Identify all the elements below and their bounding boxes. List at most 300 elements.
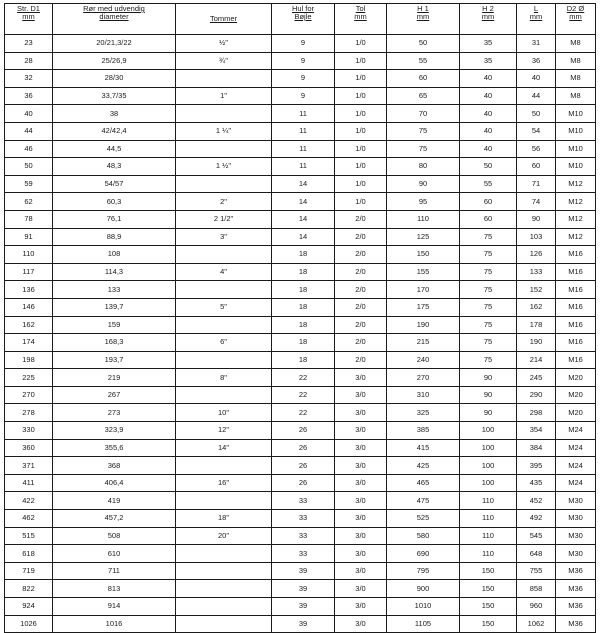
cell-hole: 33: [272, 545, 335, 563]
cell-l: 960: [517, 598, 556, 616]
cell-d2: M12: [556, 228, 596, 246]
cell-l: 755: [517, 562, 556, 580]
cell-h1: 60: [387, 70, 460, 88]
cell-hole: 22: [272, 404, 335, 422]
cell-h2: 40: [460, 87, 517, 105]
cell-inches: 1": [176, 87, 272, 105]
cell-h2: 75: [460, 334, 517, 352]
cell-h1: 795: [387, 562, 460, 580]
cell-str-d1: 371: [5, 457, 53, 475]
cell-inches: [176, 545, 272, 563]
cell-h2: 75: [460, 316, 517, 334]
table-row: [5, 562, 596, 580]
cell-l: 74: [517, 193, 556, 211]
cell-str-d1: 330: [5, 422, 53, 440]
cell-h1: 310: [387, 386, 460, 404]
cell-pipe-diameter: 368: [53, 457, 176, 475]
cell-tol: 2/0: [335, 316, 387, 334]
cell-hole: 22: [272, 386, 335, 404]
table-row: [5, 510, 596, 528]
table-row: [5, 210, 596, 228]
cell-h2: 110: [460, 527, 517, 545]
cell-tol: 3/0: [335, 404, 387, 422]
cell-str-d1: 411: [5, 474, 53, 492]
table-row: [5, 386, 596, 404]
cell-pipe-diameter: 33,7/35: [53, 87, 176, 105]
cell-h1: 415: [387, 439, 460, 457]
cell-h2: 150: [460, 580, 517, 598]
cell-pipe-diameter: 457,2: [53, 510, 176, 528]
cell-tol: 1/0: [335, 105, 387, 123]
cell-tol: 3/0: [335, 386, 387, 404]
cell-pipe-diameter: 406,4: [53, 474, 176, 492]
cell-inches: [176, 598, 272, 616]
cell-l: 648: [517, 545, 556, 563]
cell-tol: 2/0: [335, 263, 387, 281]
cell-pipe-diameter: 20/21,3/22: [53, 35, 176, 53]
cell-h2: 75: [460, 281, 517, 299]
dimension-table-container: [4, 3, 595, 633]
cell-tol: 3/0: [335, 474, 387, 492]
cell-h1: 75: [387, 140, 460, 158]
cell-hole: 11: [272, 122, 335, 140]
cell-d2: M36: [556, 598, 596, 616]
cell-pipe-diameter: 108: [53, 246, 176, 264]
table-row: [5, 246, 596, 264]
cell-str-d1: 59: [5, 175, 53, 193]
cell-inches: 10": [176, 404, 272, 422]
table-row: [5, 369, 596, 387]
cell-str-d1: 924: [5, 598, 53, 616]
cell-l: 214: [517, 351, 556, 369]
header-d2: D2 Ø mm: [556, 4, 596, 35]
cell-hole: 39: [272, 598, 335, 616]
cell-inches: 5": [176, 298, 272, 316]
cell-inches: [176, 281, 272, 299]
cell-str-d1: 78: [5, 210, 53, 228]
cell-inches: [176, 351, 272, 369]
cell-h2: 100: [460, 439, 517, 457]
header-h1: H 1 mm: [387, 4, 460, 35]
cell-pipe-diameter: 267: [53, 386, 176, 404]
cell-inches: 18": [176, 510, 272, 528]
cell-h2: 90: [460, 386, 517, 404]
cell-h2: 40: [460, 140, 517, 158]
cell-inches: 3": [176, 228, 272, 246]
cell-l: 152: [517, 281, 556, 299]
cell-pipe-diameter: 159: [53, 316, 176, 334]
cell-pipe-diameter: 76,1: [53, 210, 176, 228]
cell-pipe-diameter: 25/26,9: [53, 52, 176, 70]
cell-hole: 39: [272, 580, 335, 598]
cell-l: 452: [517, 492, 556, 510]
cell-h1: 270: [387, 369, 460, 387]
cell-str-d1: 618: [5, 545, 53, 563]
cell-str-d1: 62: [5, 193, 53, 211]
cell-h2: 100: [460, 474, 517, 492]
table-row: [5, 457, 596, 475]
cell-d2: M30: [556, 492, 596, 510]
cell-pipe-diameter: 323,9: [53, 422, 176, 440]
cell-inches: [176, 140, 272, 158]
cell-str-d1: 198: [5, 351, 53, 369]
cell-str-d1: 28: [5, 52, 53, 70]
cell-h1: 580: [387, 527, 460, 545]
cell-str-d1: 146: [5, 298, 53, 316]
table-row: [5, 263, 596, 281]
cell-d2: M36: [556, 615, 596, 633]
cell-h1: 95: [387, 193, 460, 211]
cell-d2: M16: [556, 246, 596, 264]
cell-tol: 1/0: [335, 70, 387, 88]
cell-h1: 110: [387, 210, 460, 228]
cell-tol: 1/0: [335, 35, 387, 53]
table-row: [5, 334, 596, 352]
cell-pipe-diameter: 1016: [53, 615, 176, 633]
cell-hole: 26: [272, 422, 335, 440]
table-row: [5, 404, 596, 422]
table-row: [5, 35, 596, 53]
cell-str-d1: 50: [5, 158, 53, 176]
cell-h1: 215: [387, 334, 460, 352]
cell-h2: 75: [460, 351, 517, 369]
cell-tol: 1/0: [335, 122, 387, 140]
cell-d2: M8: [556, 70, 596, 88]
cell-str-d1: 822: [5, 580, 53, 598]
cell-h2: 75: [460, 298, 517, 316]
cell-str-d1: 719: [5, 562, 53, 580]
cell-h2: 100: [460, 457, 517, 475]
cell-tol: 2/0: [335, 298, 387, 316]
table-row: [5, 598, 596, 616]
cell-d2: M16: [556, 316, 596, 334]
cell-l: 103: [517, 228, 556, 246]
cell-hole: 9: [272, 87, 335, 105]
cell-pipe-diameter: 273: [53, 404, 176, 422]
cell-tol: 3/0: [335, 615, 387, 633]
cell-l: 395: [517, 457, 556, 475]
cell-tol: 2/0: [335, 228, 387, 246]
cell-h1: 690: [387, 545, 460, 563]
cell-hole: 11: [272, 140, 335, 158]
cell-pipe-diameter: 813: [53, 580, 176, 598]
cell-hole: 9: [272, 70, 335, 88]
cell-tol: 1/0: [335, 140, 387, 158]
cell-h2: 90: [460, 404, 517, 422]
cell-l: 178: [517, 316, 556, 334]
cell-pipe-diameter: 610: [53, 545, 176, 563]
cell-l: 60: [517, 158, 556, 176]
table-row: [5, 193, 596, 211]
cell-inches: 12": [176, 422, 272, 440]
cell-d2: M10: [556, 140, 596, 158]
cell-h1: 325: [387, 404, 460, 422]
cell-h1: 525: [387, 510, 460, 528]
cell-tol: 1/0: [335, 52, 387, 70]
header-tol: Tol mm: [335, 4, 387, 35]
cell-l: 36: [517, 52, 556, 70]
header-str-d1: Str. D1 mm: [5, 4, 53, 35]
table-row: [5, 281, 596, 299]
cell-pipe-diameter: 508: [53, 527, 176, 545]
header-h2: H 2 mm: [460, 4, 517, 35]
cell-str-d1: 174: [5, 334, 53, 352]
cell-h1: 1105: [387, 615, 460, 633]
cell-tol: 1/0: [335, 87, 387, 105]
cell-hole: 18: [272, 298, 335, 316]
cell-l: 858: [517, 580, 556, 598]
cell-hole: 22: [272, 369, 335, 387]
cell-tol: 3/0: [335, 527, 387, 545]
cell-h2: 90: [460, 369, 517, 387]
cell-d2: M30: [556, 510, 596, 528]
cell-h2: 55: [460, 175, 517, 193]
cell-hole: 14: [272, 210, 335, 228]
cell-inches: [176, 562, 272, 580]
cell-d2: M24: [556, 474, 596, 492]
cell-hole: 33: [272, 510, 335, 528]
cell-str-d1: 462: [5, 510, 53, 528]
cell-d2: M8: [556, 35, 596, 53]
table-row: [5, 52, 596, 70]
cell-d2: M16: [556, 351, 596, 369]
cell-pipe-diameter: 139,7: [53, 298, 176, 316]
cell-tol: 3/0: [335, 580, 387, 598]
cell-h2: 110: [460, 510, 517, 528]
cell-d2: M30: [556, 545, 596, 563]
cell-str-d1: 422: [5, 492, 53, 510]
cell-h1: 50: [387, 35, 460, 53]
cell-tol: 3/0: [335, 422, 387, 440]
cell-inches: [176, 492, 272, 510]
cell-hole: 18: [272, 351, 335, 369]
cell-hole: 14: [272, 228, 335, 246]
cell-inches: 1 ½": [176, 158, 272, 176]
cell-inches: ½": [176, 35, 272, 53]
cell-hole: 18: [272, 316, 335, 334]
cell-d2: M10: [556, 122, 596, 140]
table-row: [5, 228, 596, 246]
cell-hole: 39: [272, 615, 335, 633]
cell-str-d1: 360: [5, 439, 53, 457]
cell-h2: 75: [460, 263, 517, 281]
table-row: [5, 175, 596, 193]
cell-str-d1: 23: [5, 35, 53, 53]
cell-l: 290: [517, 386, 556, 404]
cell-h1: 475: [387, 492, 460, 510]
cell-str-d1: 46: [5, 140, 53, 158]
table-row: [5, 545, 596, 563]
cell-h1: 240: [387, 351, 460, 369]
table-row: [5, 492, 596, 510]
cell-h2: 40: [460, 122, 517, 140]
cell-pipe-diameter: 54/57: [53, 175, 176, 193]
cell-inches: [176, 386, 272, 404]
cell-inches: [176, 70, 272, 88]
cell-hole: 11: [272, 158, 335, 176]
cell-h1: 90: [387, 175, 460, 193]
cell-h1: 190: [387, 316, 460, 334]
cell-d2: M36: [556, 580, 596, 598]
cell-l: 492: [517, 510, 556, 528]
cell-l: 190: [517, 334, 556, 352]
cell-h1: 125: [387, 228, 460, 246]
cell-tol: 1/0: [335, 193, 387, 211]
cell-d2: M12: [556, 175, 596, 193]
cell-str-d1: 32: [5, 70, 53, 88]
cell-h1: 70: [387, 105, 460, 123]
cell-pipe-diameter: 355,6: [53, 439, 176, 457]
cell-h2: 40: [460, 70, 517, 88]
cell-d2: M16: [556, 298, 596, 316]
cell-d2: M12: [556, 210, 596, 228]
cell-hole: 9: [272, 52, 335, 70]
dimension-table: [4, 3, 596, 633]
cell-str-d1: 91: [5, 228, 53, 246]
cell-inches: 1 ¼": [176, 122, 272, 140]
cell-tol: 3/0: [335, 562, 387, 580]
cell-str-d1: 36: [5, 87, 53, 105]
cell-pipe-diameter: 711: [53, 562, 176, 580]
cell-l: 126: [517, 246, 556, 264]
cell-pipe-diameter: 60,3: [53, 193, 176, 211]
cell-l: 50: [517, 105, 556, 123]
cell-hole: 18: [272, 334, 335, 352]
cell-h2: 60: [460, 193, 517, 211]
cell-h1: 1010: [387, 598, 460, 616]
cell-l: 56: [517, 140, 556, 158]
cell-d2: M30: [556, 527, 596, 545]
header-l: L mm: [517, 4, 556, 35]
cell-hole: 39: [272, 562, 335, 580]
table-row: [5, 122, 596, 140]
cell-inches: 2": [176, 193, 272, 211]
cell-tol: 2/0: [335, 210, 387, 228]
cell-inches: [176, 175, 272, 193]
cell-l: 71: [517, 175, 556, 193]
cell-tol: 3/0: [335, 492, 387, 510]
cell-tol: 2/0: [335, 334, 387, 352]
cell-str-d1: 44: [5, 122, 53, 140]
cell-pipe-diameter: 133: [53, 281, 176, 299]
cell-d2: M8: [556, 87, 596, 105]
cell-l: 245: [517, 369, 556, 387]
cell-tol: 3/0: [335, 545, 387, 563]
cell-d2: M24: [556, 457, 596, 475]
cell-l: 133: [517, 263, 556, 281]
cell-hole: 14: [272, 193, 335, 211]
cell-h1: 170: [387, 281, 460, 299]
cell-h2: 75: [460, 246, 517, 264]
table-body: [5, 35, 596, 633]
cell-l: 40: [517, 70, 556, 88]
cell-h1: 385: [387, 422, 460, 440]
cell-h1: 65: [387, 87, 460, 105]
cell-hole: 11: [272, 105, 335, 123]
cell-tol: 2/0: [335, 351, 387, 369]
cell-h2: 150: [460, 598, 517, 616]
cell-d2: M24: [556, 422, 596, 440]
cell-h1: 55: [387, 52, 460, 70]
cell-str-d1: 136: [5, 281, 53, 299]
cell-l: 435: [517, 474, 556, 492]
cell-tol: 2/0: [335, 246, 387, 264]
cell-tol: 3/0: [335, 369, 387, 387]
cell-inches: ¾": [176, 52, 272, 70]
cell-d2: M36: [556, 562, 596, 580]
cell-h2: 35: [460, 35, 517, 53]
cell-l: 162: [517, 298, 556, 316]
cell-d2: M16: [556, 263, 596, 281]
cell-tol: 3/0: [335, 457, 387, 475]
cell-inches: [176, 615, 272, 633]
cell-h2: 35: [460, 52, 517, 70]
cell-inches: 2 1/2": [176, 210, 272, 228]
cell-h2: 40: [460, 105, 517, 123]
table-row: [5, 298, 596, 316]
cell-h1: 900: [387, 580, 460, 598]
cell-inches: 8": [176, 369, 272, 387]
table-row: [5, 351, 596, 369]
cell-h2: 150: [460, 615, 517, 633]
cell-h2: 60: [460, 210, 517, 228]
header-inches: Tommer: [176, 4, 272, 35]
cell-d2: M24: [556, 439, 596, 457]
cell-str-d1: 1026: [5, 615, 53, 633]
cell-hole: 14: [272, 175, 335, 193]
cell-tol: 3/0: [335, 598, 387, 616]
cell-h1: 155: [387, 263, 460, 281]
cell-pipe-diameter: 219: [53, 369, 176, 387]
cell-h2: 100: [460, 422, 517, 440]
cell-l: 90: [517, 210, 556, 228]
cell-pipe-diameter: 42/42,4: [53, 122, 176, 140]
cell-pipe-diameter: 114,3: [53, 263, 176, 281]
cell-d2: M20: [556, 386, 596, 404]
cell-d2: M20: [556, 404, 596, 422]
cell-h1: 465: [387, 474, 460, 492]
cell-inches: [176, 316, 272, 334]
cell-str-d1: 515: [5, 527, 53, 545]
cell-h1: 425: [387, 457, 460, 475]
cell-hole: 33: [272, 527, 335, 545]
cell-str-d1: 117: [5, 263, 53, 281]
cell-tol: 3/0: [335, 510, 387, 528]
cell-hole: 18: [272, 281, 335, 299]
cell-l: 545: [517, 527, 556, 545]
cell-str-d1: 225: [5, 369, 53, 387]
cell-hole: 18: [272, 246, 335, 264]
cell-inches: 16": [176, 474, 272, 492]
cell-hole: 26: [272, 474, 335, 492]
cell-d2: M16: [556, 334, 596, 352]
cell-d2: M20: [556, 369, 596, 387]
table-row: [5, 439, 596, 457]
cell-h1: 80: [387, 158, 460, 176]
cell-inches: 4": [176, 263, 272, 281]
header-pipe-outer-diameter: Rør med udvendig diameter: [53, 4, 176, 35]
cell-h2: 150: [460, 562, 517, 580]
cell-pipe-diameter: 44,5: [53, 140, 176, 158]
cell-str-d1: 110: [5, 246, 53, 264]
cell-h1: 175: [387, 298, 460, 316]
cell-pipe-diameter: 28/30: [53, 70, 176, 88]
table-row: [5, 615, 596, 633]
table-header-row: [5, 4, 596, 35]
cell-l: 31: [517, 35, 556, 53]
cell-l: 384: [517, 439, 556, 457]
table-row: [5, 422, 596, 440]
